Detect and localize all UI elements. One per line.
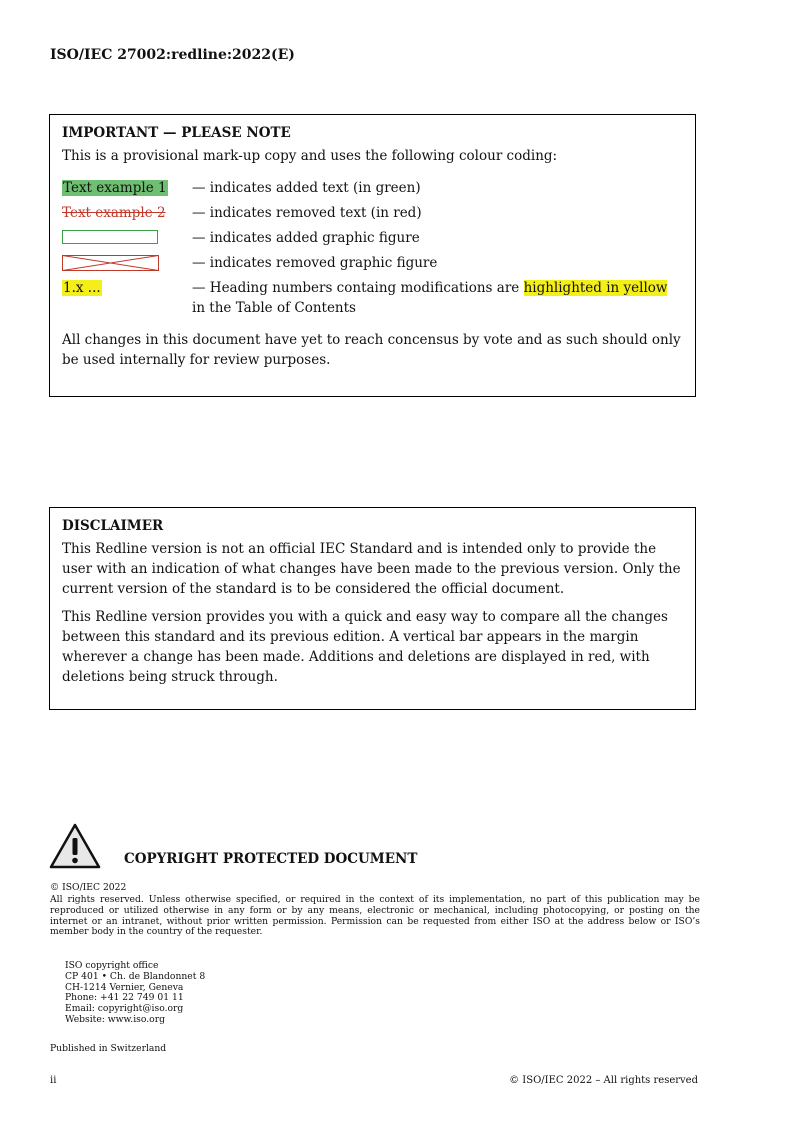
disclaimer-paragraph: This Redline version is not an official IEC Standard and is intended only to provide the user with an indication of what changes have been made to the previous version. Only the current version of the standard is to be considered the official document. [62,541,681,597]
copyright-title: COPYRIGHT PROTECTED DOCUMENT [124,851,418,867]
legend-row-added-figure [62,228,683,248]
iso-address [65,961,715,1026]
published-in: Published in Switzerland [50,1043,167,1054]
legend-desc: — indicates removed text (in red) [192,205,422,221]
legend-desc: — indicates removed graphic figure [192,255,438,271]
page-number: ii [50,1075,57,1086]
note-intro: This is a provisional mark-up copy and uses the following colour coding: [62,148,558,164]
removed-text-example: Text example 2 [62,205,166,221]
warning-triangle-icon [49,822,101,870]
address-line: ISO copyright office [65,960,159,971]
legend-desc: — Heading numbers containg modifications are highlighted in yellow in the Table of Contents [192,280,668,316]
copyright-rights-text: All rights reserved. Unless otherwise specified, or required in the context of its implementation, no part of this publication may be reproduced or utilized otherwise in any form or by any means, electronic or mechanical, including photocopying, or posting on the internet or an intranet, without prior written permission. Permission can be requested from either ISO at the address below or ISO’s member body in the country of the requester. [50,894,700,938]
legend-row-removed-text [62,203,683,223]
color-legend [62,178,683,318]
address-line: CH-1214 Vernier, Geneva [65,981,184,993]
address-line: Email: copyright@iso.org [65,1003,184,1015]
copyright-year: © ISO/IEC 2022 [50,882,127,893]
removed-figure-swatch [62,255,159,271]
important-note-box [49,114,696,397]
note-closing: All changes in this document have yet to reach concensus by vote and as such should only be used internally for review purposes. [62,332,681,368]
disclaimer-box [49,507,696,710]
note-title: IMPORTANT — PLEASE NOTE [62,125,291,141]
added-text-example: Text example 1 [63,180,167,196]
legend-row-removed-figure [62,253,683,273]
address-line: Website: www.iso.org [65,1013,165,1025]
legend-desc: — indicates added text (in green) [192,180,421,196]
disclaimer-title: DISCLAIMER [62,518,164,534]
footer-copyright: © ISO/IEC 2022 – All rights reserved [509,1075,698,1086]
legend-row-added-text [62,178,683,198]
heading-number-example: 1.x ... [63,280,101,296]
address-line: Phone: +41 22 749 01 11 [65,992,184,1004]
address-line: CP 401 • Ch. de Blandonnet 8 [65,970,206,982]
legend-row-heading-highlight [62,278,683,318]
legend-desc: — indicates added graphic figure [192,230,420,246]
added-figure-swatch [62,230,158,244]
document-id: ISO/IEC 27002:redline:2022(E) [50,47,295,63]
disclaimer-paragraph: This Redline version provides you with a quick and easy way to compare all the changes between this standard and its previous edition. A vertical bar appears in the margin wherever a change has been made. Additions and deletions are displayed in red, with deletions being struck through. [62,609,668,685]
highlight-example: highlighted in yellow [523,280,668,296]
